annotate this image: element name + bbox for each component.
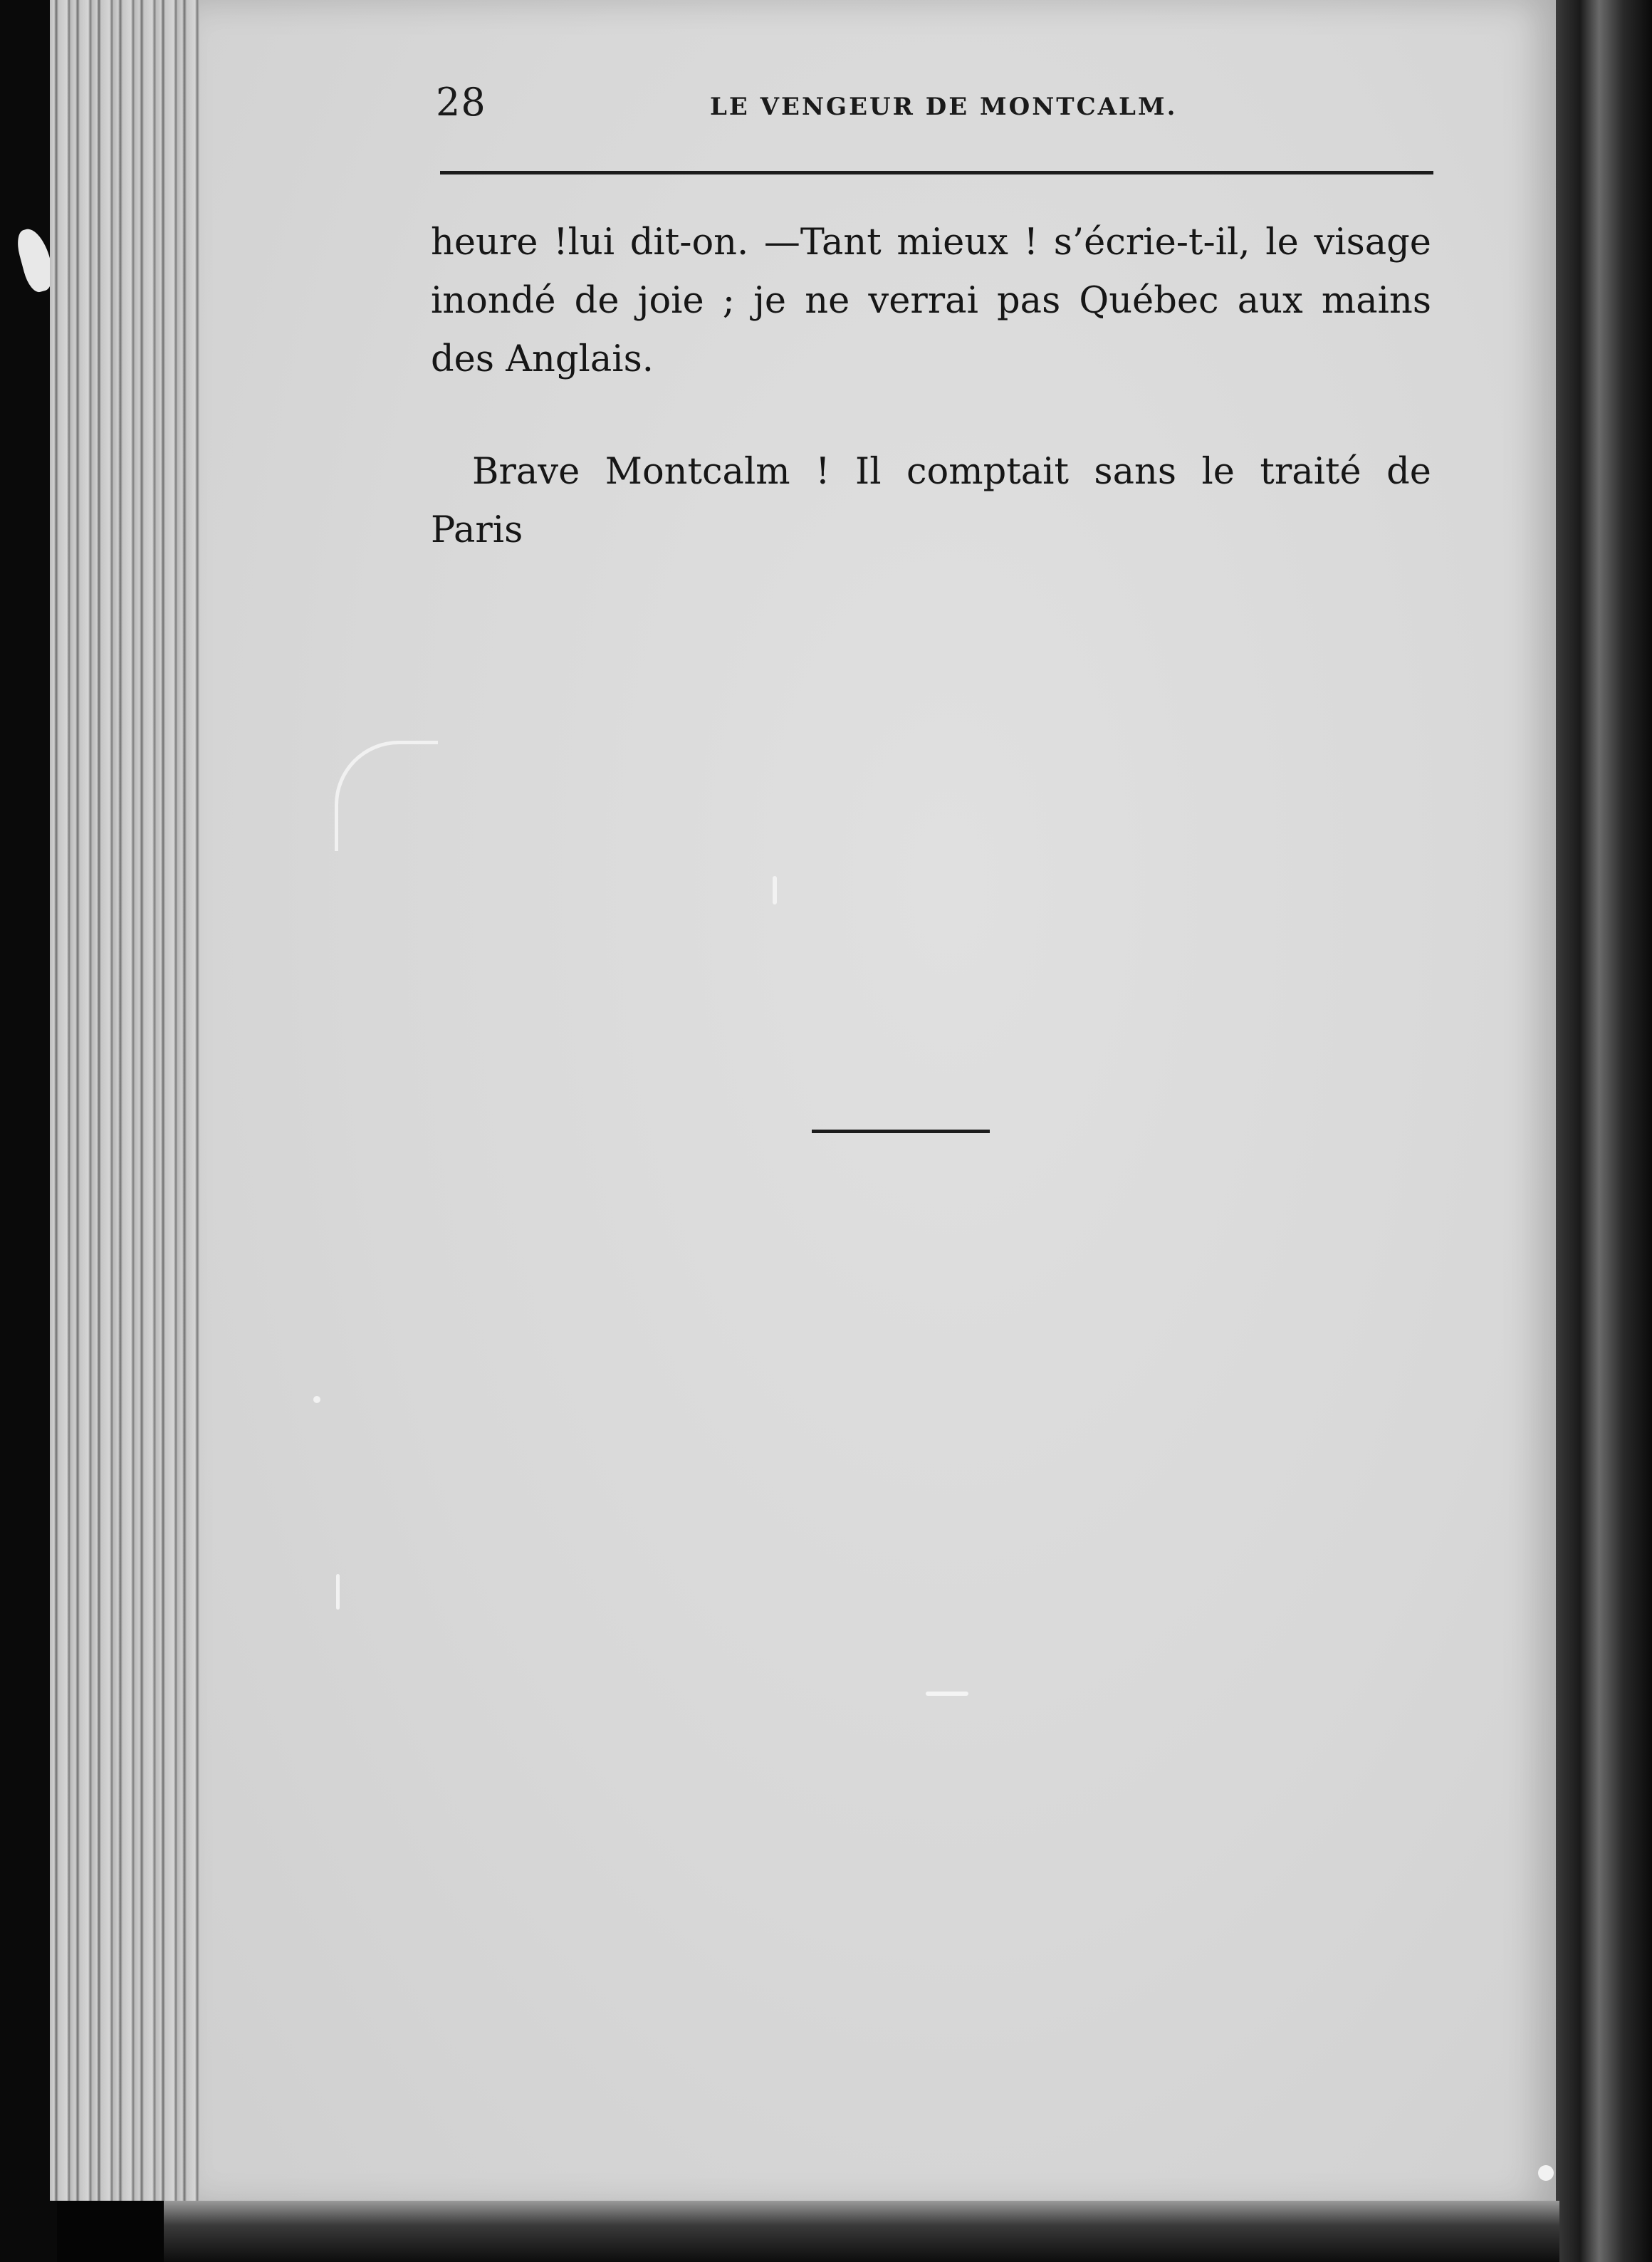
running-title: LE VENGEUR DE MONTCALM. — [710, 93, 1178, 121]
body-text — [431, 214, 1431, 560]
book-binding-edge — [1556, 0, 1652, 2262]
scan-speck — [336, 1574, 340, 1610]
page-number: 28 — [436, 80, 486, 125]
text-line: des Anglais. — [431, 338, 654, 380]
end-rule — [812, 1130, 990, 1133]
scan-border-left — [0, 0, 57, 2262]
text-line: inondé de joie ; je ne verrai pas Québec aux mains — [431, 280, 1431, 322]
scan-scratch-dash — [926, 1692, 968, 1696]
paragraph-gap — [431, 389, 1431, 443]
text-line: Paris — [431, 509, 523, 551]
stacked-page-edges — [50, 0, 216, 2201]
scan-speck — [773, 876, 777, 905]
scan-speck — [1538, 2165, 1554, 2181]
running-header — [436, 78, 1433, 135]
scan-border-bottom — [164, 2201, 1559, 2262]
text-line: Brave Montcalm ! Il comptait sans le traité de — [472, 451, 1431, 493]
scan-speck — [313, 1396, 320, 1403]
text-line: heure !lui dit-on. —Tant mieux ! s’écrie-t-il, le visage — [431, 221, 1431, 264]
header-rule — [440, 171, 1433, 174]
